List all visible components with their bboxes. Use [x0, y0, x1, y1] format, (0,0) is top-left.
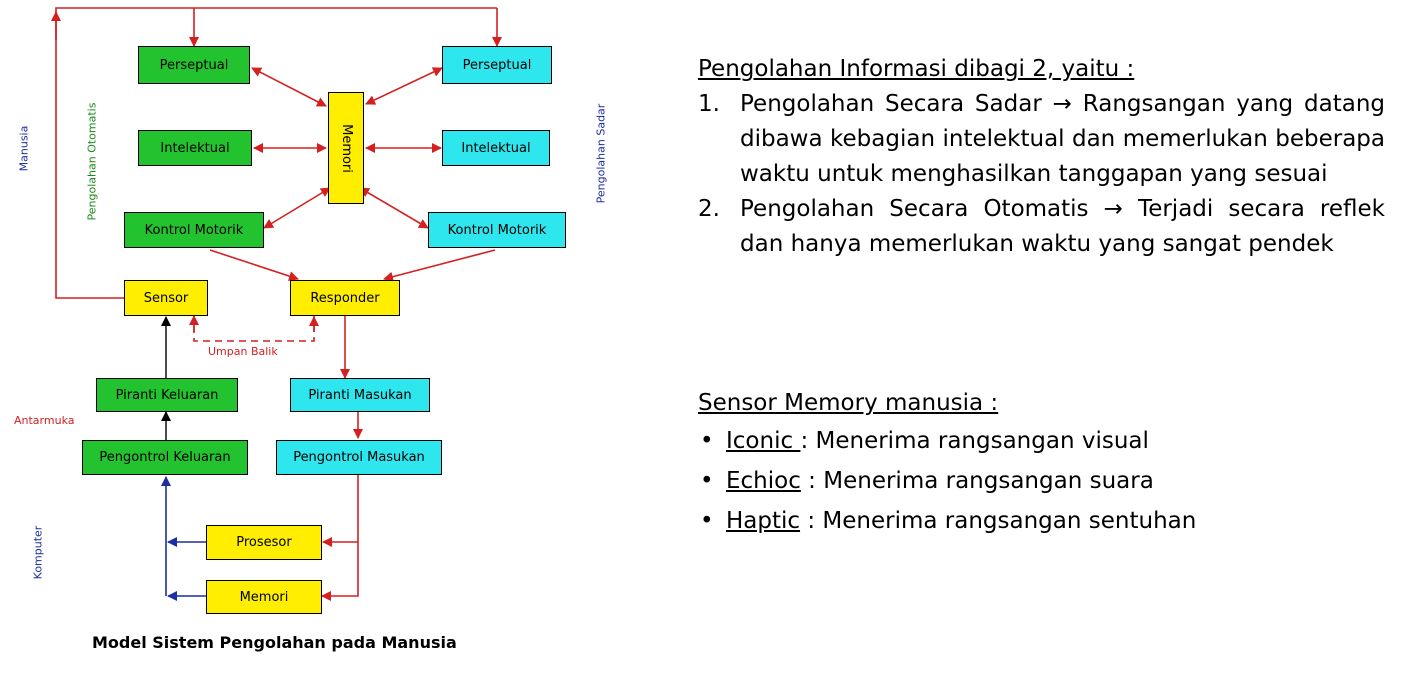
kontrol-motorik-right-box: Kontrol Motorik: [428, 212, 566, 248]
memori-center-box: [328, 92, 364, 204]
item-text: Pengolahan Secara Otomatis → Terjadi secara reflek dan hanya memerlukan waktu yang sangat pendek: [740, 196, 1385, 257]
intelektual-left-box: Intelektual: [138, 130, 252, 166]
feedback-arrow: [194, 316, 314, 341]
sensor-desc: : Menerima rangsangan visual: [800, 428, 1149, 454]
sensor-memory-section: [698, 386, 1196, 541]
sensor-term: Iconic: [726, 428, 801, 454]
label-pengolahan-sadar: Pengolahan Sadar: [594, 103, 608, 204]
perseptual-right-box: Perseptual: [442, 46, 552, 84]
item-text: Pengolahan Secara Sadar → Rangsangan yang datang dibawa kebagian intelektual dan memerlukan beberapa waktu untuk menghasilkan tanggapan yang sesuai: [740, 91, 1385, 187]
computer-to-output-arrows: [166, 477, 206, 596]
input-to-computer-arrows: [322, 474, 358, 596]
pengontrol-masukan-box: Pengontrol Masukan: [276, 440, 442, 475]
label-komputer: Komputer: [31, 525, 45, 580]
processing-info-section: [698, 52, 1385, 262]
label-manusia: Manusia: [17, 125, 31, 172]
sensor-title: Sensor Memory manusia :: [698, 390, 999, 416]
bullet: •: [700, 468, 714, 494]
item-number: 1.: [698, 91, 720, 117]
list-item: [698, 501, 1196, 541]
sensor-desc: : Menerima rangsangan sentuhan: [800, 508, 1197, 534]
memori-center-label: Memori: [338, 123, 354, 173]
label-umpan-balik: Umpan Balik: [208, 345, 278, 358]
list-item: [698, 461, 1196, 501]
sensor-term: Haptic: [726, 508, 801, 534]
pengontrol-keluaran-box: Pengontrol Keluaran: [82, 440, 248, 475]
sensor-box: Sensor: [124, 280, 208, 316]
piranti-keluaran-box: Piranti Keluaran: [96, 378, 238, 412]
top-loop-arrow: [56, 8, 497, 298]
list-item: [698, 192, 1385, 262]
item-number: 2.: [698, 196, 720, 222]
bullet: •: [700, 508, 714, 534]
prosesor-box: Prosesor: [206, 525, 322, 560]
sensor-list: [698, 421, 1196, 541]
intelektual-right-box: Intelektual: [442, 130, 550, 166]
label-antarmuka: Antarmuka: [14, 414, 75, 427]
info-title: Pengolahan Informasi dibagi 2, yaitu :: [698, 56, 1135, 82]
piranti-masukan-box: Piranti Masukan: [290, 378, 430, 412]
sensor-term: Echioc: [726, 468, 801, 494]
memori-bottom-box: Memori: [206, 580, 322, 614]
responder-box: Responder: [290, 280, 400, 316]
diagram-caption: Model Sistem Pengolahan pada Manusia: [92, 633, 457, 652]
label-pengolahan-otomatis: Pengolahan Otomatis: [85, 102, 99, 221]
kontrol-motorik-left-box: Kontrol Motorik: [124, 212, 264, 248]
list-item: [698, 421, 1196, 461]
perseptual-left-box: Perseptual: [138, 46, 250, 84]
bullet: •: [700, 428, 714, 454]
kontrol-to-responder-arrows: [210, 250, 495, 279]
list-item: [698, 87, 1385, 192]
sensor-desc: : Menerima rangsangan suara: [800, 468, 1154, 494]
processing-list: [698, 87, 1385, 262]
